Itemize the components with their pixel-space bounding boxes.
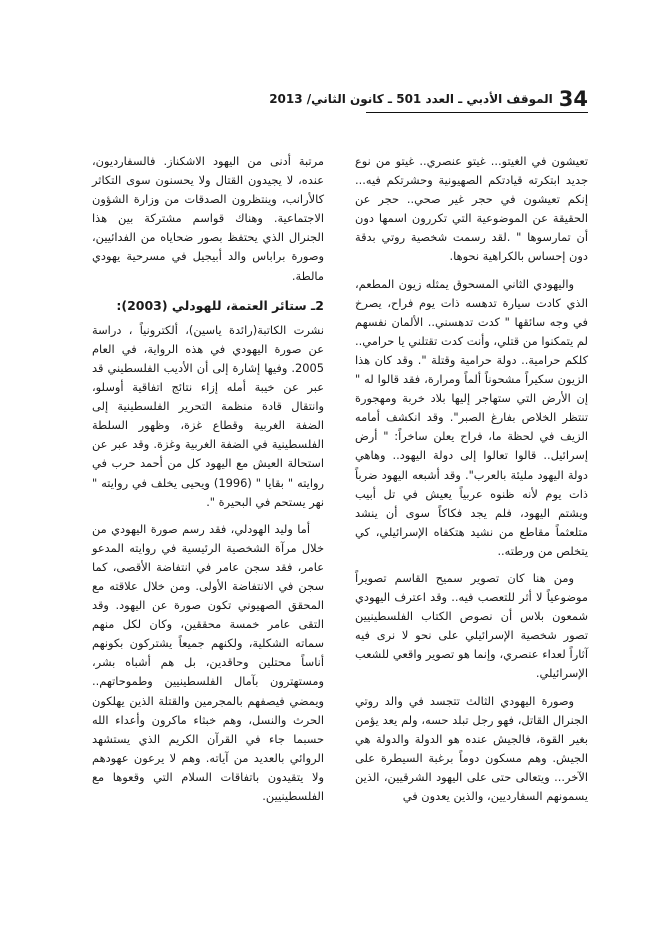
page-header	[269, 86, 588, 112]
paragraph: ومن هنا كان تصوير سميح القاسم تصويراً موضوعياً لا أثر للتعصب فيه.. وقد اعترف اليهودي شمعون بلاس أن نصوص الكتاب الفلسطينيين تصور شخصية الإسرائيلي على نحو لا نرى فيه آثاراً لعداء عنصري، وإنما هو تصوير واقعي للشعب الإسرائيلي.	[355, 570, 588, 681]
paragraph: أما وليد الهودلي، فقد رسم صورة اليهودي من خلال مرآة الشخصية الرئيسية في روايته المدعو عامر، فقد سجن عامر في انتفاضة الأقصى، كما سجن في الانتفاضة الأولى. ومن خلال علاقته مع المحقق الصهيوني تكون صورة عن اليهود. وقد التقى عامر خمسة محققين، وكان لكل منهم سماته الشكلية، ولكنهم جميعاً يشتركون بكونهم أناساً محتلين وحاقدين، بل هم أشباه بشر، ومستهترون بآمال الفلسطينيين وطموحاتهم.. ويمضي فيصفهم بالمجرمين والقتلة الذين يهلكون الحرث والنسل، وهم خبثاء ماكرون وأعداء الله حسبما جاء في القرآن الكريم الذي يستشهد الروائي بالعديد من آياته. وهم لا يرعون عهودهم ولا يتقيدون باتفاقات السلام التي وقعوها مع الفلسطينيين.	[92, 521, 324, 803]
header-divider	[366, 112, 588, 113]
right-column	[355, 152, 588, 814]
page-number: 34	[558, 87, 588, 111]
section-heading: 2ـ ستائر العتمة، للهودلي (2003):	[116, 297, 324, 313]
left-column	[92, 152, 324, 814]
paragraph: وصورة اليهودي الثالث تتجسد في والد روتي الجنرال القاتل، فهو رجل تبلد حسه، ولم يعد يؤمن بغير القوة، فالجيش عنده هو الدولة والدولة هي الجيش. وهم مسكون دوماً برغبة السيطرة على الآخر... ويتعالى حتى على اليهود الشرقيين، الذين يسمونهم السفارديين، والذين يعدون في	[355, 693, 588, 803]
paragraph: مرتبة أدنى من اليهود الاشكناز. فالسفارديون، عنده، لا يجيدون القتال ولا يحسنون سوى التكاثر كالأرانب، وينتظرون الصدقات من وزارة الشؤون الاجتماعية. وهناك قواسم مشتركة بين هذا الجنرال الذي يحتفظ بصور ضحاياه من الفدائيين، وصورة براباس والد أبيجيل في مسرحية يهودي مالطة.	[92, 154, 324, 283]
paragraph: تعيشون في الغيتو... غيتو عنصري.. غيتو من نوع جديد ابتكرته قيادتكم الصهيونية وحشرتكم فيه... إنكم تعيشون في حجر غير صحي.. حجر عن الحقيقة عن الموضوعية التي تكررون اسمها دون أن تمارسوها " .لقد رسمت شخصية روتي بدقة دون إحساس بالكراهية نحوها.	[355, 154, 588, 264]
paragraph: واليهودي الثاني المسحوق يمثله زيون المطعم، الذي كادت سيارة تدهسه ذات يوم فراح، يصرخ في وجه سائقها " كدت تدهسني.. الألمان نفسهم لم يتمكنوا من قتلي، وأنت كدت تقتلني يا حرامي.. كلكم حرامية.. دولة حرامية وقتلة ". وقد كان هذا الزيون سكيراً مشحوناً ألماً ومرارة، فقد قالوا له " إن الأرض التي ستهاجر إليها بلاد خربة ومهجورة تنتظر الخلاص بفارغ الصبر". وقد انكشف أمامه الزيف في لحظة ما، فراح يعلن ساخراً: " أرض إسرائيل.. قالوا تعالوا إلى دولة اليهود.. وهاهي دولة اليهود مليئة بالعرب". وقد أشبعه اليهود ضرباً ذات يوم لأنه ظنوه عربياً يعيش في تل أبيب ويشتم اليهود، فلم يجد فكاكاً سوى أن ينشد متلعثماً مقاطع من نشيد هتكفاه الإسرائيلي، كي يتخلص من ورطته..	[355, 276, 588, 558]
paragraph: نشرت الكاتبة(رائدة ياسين)، ألكترونياً ، دراسة عن صورة اليهودي في هذه الرواية، في العام 2005. وفيها إشارة إلى أن الأديب الفلسطيني قد عبر عن خيبة أمله إزاء نتائج اتفاقية أوسلو، وانتقال قادة منظمة التحرير الفلسطينية إلى الضفة الغربية وقطاع غزة، وظهور السلطة الفلسطينية في الضفة الغربية وغزة. وقد عبر عن استحالة العيش مع اليهود كل من أحمد حرب في روايته " بقايا " (1996) ويحيى يخلف في روايته " نهر يستحم في البحيرة ".	[92, 322, 324, 509]
journal-title: الموقف الأدبي ـ العدد 501 ـ كانون الثاني/ 2013	[269, 92, 553, 106]
